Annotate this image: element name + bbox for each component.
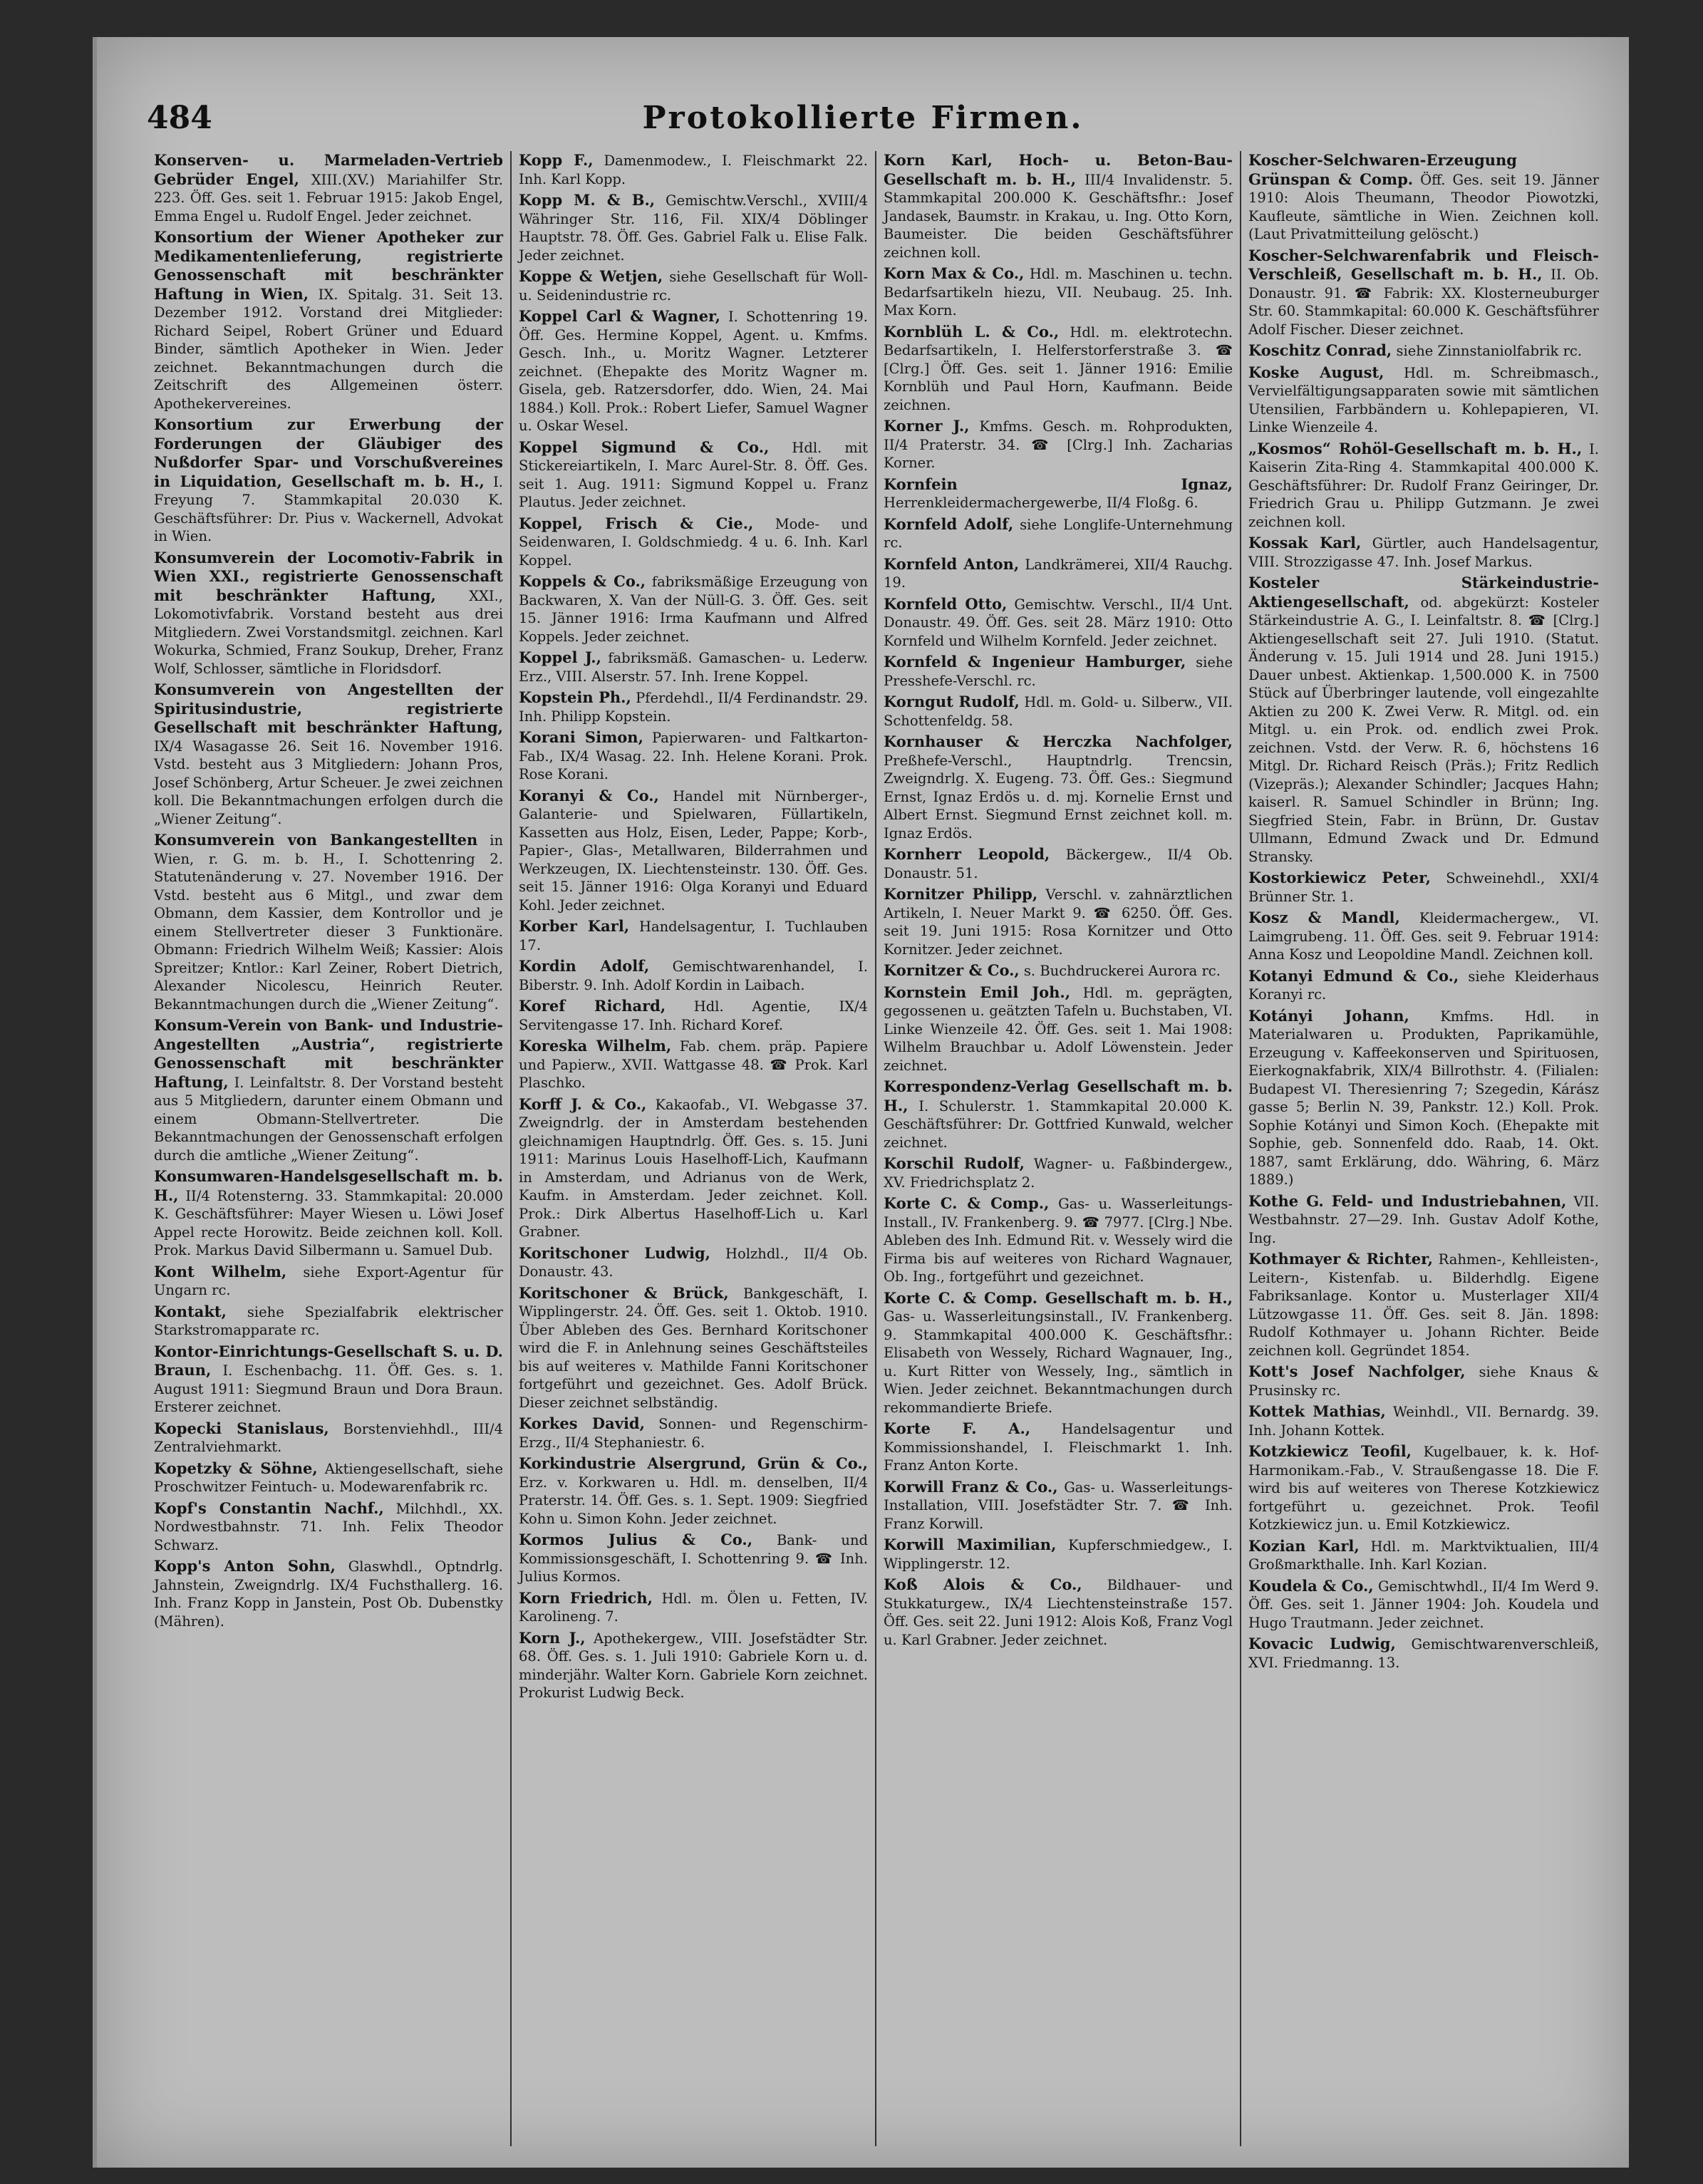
- firm-name: Konsumwaren-Handelsgesellschaft m. b. H.,: [154, 1167, 503, 1204]
- directory-entry: [1248, 909, 1599, 964]
- firm-name: Kornfein Ignaz,: [884, 475, 1233, 493]
- directory-entry: [519, 572, 868, 646]
- directory-entry: [884, 264, 1233, 320]
- firm-details: Gas- u. Wasserleitungsinstall., IV. Frankenberg. 9. Stammkapital 400.000 K. Geschäftsfhr.: Elisabeth von Wessely, Richard Wagnauer, Ing., u. Kurt Ritter von Wessely, Ing., sämtlich in Wien. Jeder zeichnet. Bekanntmachungen durch rekommandierte Briefe.: [884, 1308, 1233, 1416]
- firm-details: Damenmodew., I. Fleischmarkt 22. Inh. Karl Kopp.: [519, 152, 868, 187]
- firm-details: siehe Spezialfabrik elektrischer Starkstromapparate rc.: [154, 1303, 503, 1338]
- firm-name: Kornfeld Otto,: [884, 594, 1008, 613]
- firm-details: in Wien, r. G. m. b. H., I. Schottenring 2. Statutenänderung v. 27. November 1916. Der Vstd. besteht aus 6 Mitgl., und zwar dem Obmann, dem Kassier, dem Kontrollor und je einem Stellvertreter dieser 3 Funktionäre. Obmann: Friedrich Wilhelm Weiß; Kassier: Alois Spreitzer; Kntlor.: Karl Zeiner, Robert Dietrich, Alexander Nicolescu, Heinrich Reuter. Bekanntmachungen durch die „Wiener Zeitung“.: [154, 832, 503, 1013]
- firm-details: Gemischtw. Verschl., II/4 Unt. Donaustr. 49. Öff. Ges. seit 28. März 1910: Otto Kornfeld und Wilhelm Kornfeld. Jeder zeichnet.: [884, 596, 1233, 649]
- directory-entry: [519, 917, 868, 954]
- firm-name: Konsum-Verein von Bank- und Industrie-Angestellten „Austria“, registrierte Genossenschaft mit beschränkter Haftung,: [154, 1016, 503, 1091]
- directory-entry: [1248, 363, 1599, 437]
- directory-entry: [1248, 1537, 1599, 1574]
- directory-entry: [154, 1342, 503, 1417]
- firm-name: Koppel Sigmund & Co.,: [519, 438, 770, 456]
- firm-name: Kornhauser & Herczka Nachfolger,: [884, 733, 1233, 750]
- firm-name: Koppels & Co.,: [519, 572, 646, 590]
- directory-entry: [884, 1077, 1233, 1151]
- directory-entry: [884, 1289, 1233, 1417]
- firm-details: od. abgekürzt: Kosteler Stärkeindustrie A. G., I. Leinfaltstr. 8. ☎ [Clrg.] Aktiengesellschaft seit 27. Juli 1910. (Statut. Änderung v. 15. Juli 1914 und 28. Juni 1915.) Dauer unbest. Aktienkap. 1,500.000 K. in 7500 Stück auf Überbringer lautende, voll eingezahlte Aktien zu 200 K. Zwei Verw. R. Mitgl. od. ein Mitgl. u. ein Prok. od. endlich zwei Prok. zeichnen. Vstd. der Verw. R. 6, höchstens 16 Mitgl. Dr. Richard Reisch (Präs.); Fritz Redlich (Vizepräs.); Alexander Schindler; Jacques Hahn; kaiserl. R. Samuel Schindler in Brünn; Ing. Siegfried Stein, Fabr. in Brünn, Dr. Gustav Ullmann, Edmund Zwack und Dr. Edmund Stransky.: [1248, 594, 1600, 865]
- firm-details: I. Freyung 7. Stammkapital 20.030 K. Geschäftsführer: Dr. Pius v. Wackernell, Advokat in Wien.: [154, 473, 504, 544]
- firm-details: Kleidermachergew., VI. Laimgrubeng. 11. Öff. Ges. seit 9. Februar 1914: Anna Kosz und Leopoldine Mandl. Zeichnen koll.: [1248, 910, 1599, 963]
- firm-name: Koschitz Conrad,: [1248, 341, 1392, 359]
- firm-details: IX/4 Wasagasse 26. Seit 16. November 1916. Vstd. besteht aus 3 Mitgliedern: Johann Pros, Josef Schönberg, Artur Scheuer. Je zwei zeichnen koll. Die Bekanntmachungen erfolgen durch die „Wiener Zeitung“.: [154, 738, 503, 827]
- firm-name: Koranyi & Co.,: [519, 786, 659, 804]
- firm-details: Hdl. m. geprägten, gegossenen u. geätzten Tafeln u. Buchstaben, VI. Linke Wienzeile 42. Öff. Ges. seit 1. Mai 1908: Wilhelm Brauchbar u. Adolf Löwenstein. Jeder zeichnet.: [884, 984, 1233, 1074]
- firm-details: Milchhdl., XX. Nordwestbahnstr. 71. Inh. Felix Theodor Schwarz.: [154, 1500, 503, 1553]
- directory-entry: [884, 693, 1233, 730]
- directory-entry: [884, 1575, 1233, 1649]
- directory-entry: [154, 1499, 503, 1555]
- firm-name: Korkindustrie Alsergrund, Grün & Co.,: [519, 1454, 868, 1472]
- directory-entry: [1248, 1635, 1599, 1672]
- directory-entry: [1248, 574, 1599, 866]
- firm-details: Weinhdl., VII. Bernardg. 39. Inh. Johann Kottek.: [1248, 1404, 1599, 1439]
- firm-name: Kornblüh L. & Co.,: [884, 322, 1060, 341]
- directory-entry: [519, 438, 868, 512]
- firm-details: II. Ob. Donaustr. 91. ☎ Fabrik: XX. Klosterneuburger Str. 60. Stammkapital: 60.000 K. Geschäftsführer Adolf Fischer. Dieser zeichnet.: [1248, 266, 1599, 338]
- firm-details: XXI., Lokomotivfabrik. Vorstand besteht aus drei Mitgliedern. Zwei Vorstandsmitgl. zeichnen. Karl Wokurka, Schmied, Franz Soukup, Dreher, Franz Wolf, Schlosser, sämtliche in Floridsdorf.: [154, 587, 503, 677]
- firm-details: Bildhauer- und Stukkaturgew., IX/4 Liechtensteinstraße 157. Öff. Ges. seit 22. Juni 1912: Alois Koß, Franz Vogl u. Karl Grabner. Jeder zeichnet.: [884, 1577, 1233, 1648]
- directory-entry: [884, 555, 1233, 592]
- directory-entry: [154, 549, 503, 678]
- firm-details: I. Eschenbachg. 11. Öff. Ges. s. 1. August 1911: Siegmund Braun und Dora Braun. Ersterer zeichnet.: [154, 1362, 504, 1415]
- firm-name: Kornitzer & Co.,: [884, 961, 1020, 979]
- firm-details: Hdl. mit Stickereiartikeln, I. Marc Aurel-Str. 8. Öff. Ges. seit 1. Aug. 1911: Sigmund Koppel u. Franz Plautus. Jeder zeichnet.: [519, 439, 869, 510]
- firm-details: siehe Knaus & Prusinsky rc.: [1248, 1364, 1599, 1399]
- firm-name: Koudela & Co.,: [1248, 1576, 1374, 1595]
- directory-entry: [154, 680, 503, 828]
- firm-details: Herrenkleidermachergewerbe, II/4 Floßg. 6.: [884, 495, 1199, 511]
- directory-entry: [154, 1263, 503, 1300]
- firm-name: Kothe G. Feld- und Industriebahnen,: [1248, 1191, 1567, 1210]
- directory-entry: [519, 1454, 868, 1528]
- firm-name: Korte C. & Comp.,: [884, 1194, 1050, 1212]
- directory-entry: [1248, 1250, 1599, 1360]
- directory-entry: [884, 845, 1233, 882]
- firm-details: fabriksmäß. Gamaschen- u. Lederw. Erz., VIII. Alserstr. 57. Inh. Irene Koppel.: [519, 650, 868, 685]
- firm-name: Korrespondenz-Verlag Gesellschaft m. b. H.,: [884, 1077, 1233, 1114]
- firm-details: Sonnen- und Regenschirm-Erzg., II/4 Stephaniestr. 6.: [519, 1416, 868, 1451]
- directory-entry: [884, 733, 1233, 842]
- firm-name: Koscher-Selchwaren-Erzeugung Grünspan & Comp.: [1248, 151, 1517, 188]
- firm-name: Kotányi Johann,: [1248, 1006, 1409, 1025]
- firm-name: Kottek Mathias,: [1248, 1402, 1386, 1420]
- directory-entry: [884, 1419, 1233, 1475]
- firm-details: siehe Export-Agentur für Ungarn rc.: [154, 1263, 503, 1298]
- firm-details: Bank- und Kommissionsgeschäft, I. Schottenring 9. ☎ Inh. Julius Kormos.: [519, 1532, 868, 1585]
- directory-entry: [519, 787, 868, 915]
- directory-entry: [1248, 1192, 1599, 1248]
- firm-name: Kont Wilhelm,: [154, 1262, 287, 1280]
- firm-details: Hdl. m. elektrotechn. Bedarfsartikeln, I. Helferstorferstraße 3. ☎ [Clrg.] Öff. Ges. seit 1. Jänner 1916: Emilie Kornblüh und Paul Horn, Kaufmann. Beide zeichnen.: [884, 324, 1233, 413]
- firm-details: Papierwaren- und Faltkarton-Fab., IX/4 Wasag. 22. Inh. Helene Korani. Prok. Rose Korani.: [519, 730, 868, 782]
- firm-name: Korkes David,: [519, 1414, 645, 1432]
- firm-name: Kozian Karl,: [1248, 1536, 1360, 1555]
- directory-entry: [884, 515, 1233, 552]
- directory-entry: [884, 475, 1233, 512]
- firm-details: Bankgeschäft, I. Wipplingerstr. 24. Öff. Ges. seit 1. Oktob. 1910. Über Ableben des Ges. Bernhard Koritschoner wird die F. in Anlehnung seines Geschäftsteiles bis auf weiteres v. Mathilde Fanni Koritschoner fortgeführt und gezeichnet. Ges. Adolf Brück. Dieser zeichnet selbständig.: [519, 1285, 868, 1411]
- directory-entry: [519, 957, 868, 994]
- firm-name: Kornfeld & Ingenieur Hamburger,: [884, 653, 1186, 671]
- firm-name: Koske August,: [1248, 363, 1384, 381]
- firm-details: Gürtler, auch Handelsagentur, VIII. Strozzigasse 47. Inh. Josef Markus.: [1248, 535, 1600, 570]
- directory-entry: [154, 228, 503, 413]
- directory-entry: [519, 514, 868, 570]
- firm-details: siehe Presshefe-Verschl. rc.: [884, 654, 1233, 689]
- columns: [147, 151, 1608, 2146]
- firm-name: Korschil Rudolf,: [884, 1154, 1025, 1172]
- firm-name: Korngut Rudolf,: [884, 693, 1020, 710]
- directory-page: [93, 37, 1629, 2168]
- firm-details: Kakaofab., VI. Webgasse 37. Zweigndrlg. der in Amsterdam bestehenden gleichnamigen Hauptndrlg. Öff. Ges. s. 15. Juni 1911: Marinus Louis Haselhoff-Lich, Kaufmann in Amsterdam, und Adrianus von de Werk, Kaufm. in Amsterdam. Jeder zeichnet. Koll. Prok.: Dirk Albertus Haselhoff-Lich u. Karl Grabner.: [519, 1096, 868, 1240]
- firm-name: Koppel J.,: [519, 648, 601, 666]
- firm-name: Kornitzer Philipp,: [884, 885, 1038, 903]
- firm-name: Kornstein Emil Joh.,: [884, 983, 1071, 1001]
- firm-name: Kontor-Einrichtungs-Gesellschaft S. u. D. Braun,: [154, 1342, 503, 1379]
- directory-entry: [884, 151, 1233, 262]
- firm-name: „Kosmos“ Rohöl-Gesellschaft m. b. H.,: [1248, 439, 1583, 457]
- firm-name: Kott's Josef Nachfolger,: [1248, 1362, 1466, 1380]
- firm-details: Handelsagentur und Kommissionshandel, I. Fleischmarkt 1. Inh. Franz Anton Korte.: [884, 1421, 1233, 1474]
- firm-name: Konsumverein von Angestellten der Spiritusindustrie, registrierte Gesellschaft mit beschränkter Haftung,: [154, 680, 503, 736]
- firm-details: Glaswhdl., Optndrlg. Jahnstein, Zweigndrlg. IX/4 Fuchsthallerg. 16. Inh. Franz Kopp in Janstein, Post Ob. Dubenstky (Mähren).: [154, 1558, 503, 1630]
- firm-name: Kosteler Stärkeindustrie-Aktiengesellschaft,: [1248, 574, 1599, 611]
- firm-name: Koß Alois & Co.,: [884, 1575, 1082, 1593]
- firm-details: Kmfms. Gesch. m. Rohprodukten, II/4 Praterstr. 34. ☎ [Clrg.] Inh. Zacharias Korner.: [884, 418, 1233, 471]
- firm-details: Pferdehdl., II/4 Ferdinandstr. 29. Inh. Philipp Kopstein.: [519, 690, 868, 725]
- firm-details: Gemischtwhdl., II/4 Im Werd 9. Öff. Ges. seit 1. Jänner 1904: Joh. Koudela und Hugo Trautmann. Jeder zeichnet.: [1248, 1578, 1599, 1631]
- directory-entry: [519, 1629, 868, 1702]
- directory-entry: [1248, 1362, 1599, 1399]
- firm-name: Kornfeld Adolf,: [884, 514, 1014, 533]
- firm-name: Korn Max & Co.,: [884, 264, 1025, 282]
- directory-entry: [1248, 341, 1599, 361]
- directory-entry: [154, 1557, 503, 1630]
- firm-details: siehe Longlife-Unternehmung rc.: [884, 516, 1233, 551]
- directory-entry: [884, 1154, 1233, 1191]
- directory-entry: [519, 1284, 868, 1412]
- firm-name: Korn Karl, Hoch- u. Beton-Bau-Gesellschaft m. b. H.,: [884, 151, 1233, 188]
- directory-entry: [519, 151, 868, 188]
- directory-entry: [519, 1589, 868, 1626]
- firm-details: Gas- u. Wasserleitungs-Install., IV. Frankenberg. 9. ☎ 7977. [Clrg.] Nbe. Ableben des Inh. Edmund Rit. v. Wessely wird die Firma bis auf weiteres von Richard Wagnauer, Ob. Ing., fortgeführt und gezeichnet.: [884, 1196, 1233, 1285]
- firm-details: Wagner- u. Faßbindergew., XV. Friedrichsplatz 2.: [884, 1156, 1233, 1191]
- directory-entry: [519, 267, 868, 304]
- firm-name: Korff J. & Co.,: [519, 1094, 647, 1113]
- firm-name: Kontakt,: [154, 1302, 227, 1320]
- directory-entry: [519, 648, 868, 685]
- directory-entry: [884, 1536, 1233, 1573]
- firm-name: Kothmayer & Richter,: [1248, 1250, 1433, 1268]
- firm-details: I. Kaiserin Zita-Ring 4. Stammkapital 400.000 K. Geschäftsführer: Dr. Rudolf Franz Geiringer, Dr. Friedrich Grau u. Philipp Gutzmann. Je zwei zeichnen koll.: [1248, 440, 1599, 530]
- firm-details: I. Leinfaltstr. 8. Der Vorstand besteht aus 5 Mitgliedern, darunter einem Obmann und einem Obmann-Stellvertreter. Die Bekanntmachungen der Genossenschaft erfolgen durch die amtliche „Wiener Zeitung“.: [154, 1074, 503, 1164]
- firm-name: Kopstein Ph.,: [519, 688, 631, 706]
- firm-details: siehe Gesellschaft für Woll- u. Seidenindustrie rc.: [519, 269, 869, 304]
- directory-entry: [519, 688, 868, 725]
- directory-entry: [884, 961, 1233, 980]
- directory-entry: [519, 1414, 868, 1451]
- firm-details: Borstenviehhdl., III/4 Zentralviehmarkt.: [154, 1420, 503, 1455]
- firm-name: Korte C. & Comp. Gesellschaft m. b. H.,: [884, 1288, 1233, 1307]
- page-number: 484: [147, 100, 212, 136]
- directory-entry: [154, 1419, 503, 1456]
- firm-name: Korn J.,: [519, 1628, 586, 1647]
- firm-details: siehe Zinnstaniolfabrik rc.: [1396, 343, 1583, 359]
- firm-name: Kornfeld Anton,: [884, 554, 1020, 573]
- firm-details: Kmfms. Hdl. in Materialwaren u. Produkten, Paprikamühle, Erzeugung v. Kaffeekonserven und Spirituosen, Eierkognakfabrik, XIX/4 Billrothstr. 4. (Filialen: Budapest VI. Theresienring 7; Szegedin, Kárász gasse 5; Berlin N. 39, Pankstr. 12.) Koll. Prok. Sophie Kotányi und Simon Koch. (Ehepakte mit Sophie, geb. Sonnenfeld ddo. Raab, 14. Okt. 1887, samt Erklärung, ddo. Währing, 6. März 1889.): [1248, 1008, 1600, 1188]
- firm-details: Landkrämerei, XII/4 Rauchg. 19.: [884, 556, 1233, 591]
- directory-entry: [519, 1244, 868, 1281]
- firm-details: Erz. v. Korkwaren u. Hdl. m. denselben, II/4 Praterstr. 14. Öff. Ges. s. 1. Sept. 1909: Siegfried Kohn u. Simon Kohn. Jeder zeichnet.: [519, 1474, 868, 1527]
- firm-name: Kopetzky & Söhne,: [154, 1459, 318, 1477]
- directory-entry: [1248, 1577, 1599, 1632]
- directory-entry: [1248, 1402, 1599, 1439]
- firm-details: Hdl. Agentie, IX/4 Servitengasse 17. Inh. Richard Koref.: [519, 998, 869, 1033]
- firm-details: Holzhdl., II/4 Ob. Donaustr. 43.: [519, 1245, 868, 1280]
- firm-name: Konserven- u. Marmeladen-Vertrieb Gebrüder Engel,: [154, 151, 503, 188]
- directory-entry: [519, 1095, 868, 1241]
- directory-entry: [519, 728, 868, 784]
- directory-entry: [154, 151, 503, 225]
- directory-entry: [884, 885, 1233, 958]
- column-2: [512, 151, 876, 2146]
- column-1: [147, 151, 512, 2146]
- firm-name: Kovacic Ludwig,: [1248, 1635, 1396, 1652]
- running-head: Protokollierte Firmen.: [642, 100, 1084, 136]
- firm-name: Konsortium zur Erwerbung der Forderungen der Gläubiger des Nußdorfer Spar- und Vorschußvereines in Liquidation, Gesellschaft m. b. H.,: [154, 415, 503, 490]
- firm-details: I. Schulerstr. 1. Stammkapital 20.000 K. Geschäftsführer: Dr. Gottfried Kunwald, welcher zeichnet.: [884, 1097, 1233, 1151]
- directory-entry: [154, 1016, 503, 1164]
- firm-name: Koppe & Wetjen,: [519, 267, 663, 285]
- firm-name: Korn Friedrich,: [519, 1588, 653, 1607]
- directory-entry: [1248, 869, 1599, 906]
- firm-name: Koppel Carl & Wagner,: [519, 307, 720, 325]
- firm-name: Kotanyi Edmund & Co.,: [1248, 966, 1459, 985]
- firm-details: II/4 Rotensterng. 33. Stammkapital: 20.000 K. Geschäftsführer: Mayer Wiesen u. Löwi Josef Appel recte Horowitz. Beide zeichnen koll. Koll. Prok. Markus David Silbermann u. Samuel Dub.: [154, 1187, 503, 1258]
- directory-entry: [154, 1167, 503, 1260]
- firm-name: Kotzkiewicz Teofil,: [1248, 1442, 1412, 1460]
- firm-name: Korwill Maximilian,: [884, 1536, 1057, 1553]
- firm-details: XIII.(XV.) Mariahilfer Str. 223. Öff. Ges. seit 1. Februar 1915: Jakob Engel, Emma Engel u. Rudolf Engel. Jeder zeichnet.: [154, 171, 503, 224]
- firm-name: Kosz & Mandl,: [1248, 909, 1400, 926]
- directory-entry: [1248, 247, 1599, 339]
- firm-details: Kupferschmiedgew., I. Wipplingerstr. 12.: [884, 1537, 1233, 1572]
- firm-details: Hdl. m. Maschinen u. techn. Bedarfsartikeln hiezu, VII. Neubaug. 25. Inh. Max Korn.: [884, 266, 1233, 319]
- firm-name: Kopecki Stanislaus,: [154, 1419, 329, 1437]
- firm-details: Gemischtw.Verschl., XVIII/4 Währinger Str. 116, Fil. XIX/4 Döblinger Hauptstr. 78. Öff. Ges. Gabriel Falk u. Elise Falk. Jeder zeichnet.: [519, 192, 868, 264]
- firm-name: Korber Karl,: [519, 917, 630, 935]
- firm-name: Koppel, Frisch & Cie.,: [519, 514, 754, 532]
- firm-name: Konsumverein der Locomotiv-Fabrik in Wien XXI., registrierte Genossenschaft mit beschränkter Haftung,: [154, 548, 503, 604]
- column-3: [876, 151, 1241, 2146]
- firm-details: Hdl. m. Gold- u. Silberw., VII. Schottenfeldg. 58.: [884, 694, 1233, 729]
- firm-name: Koscher-Selchwarenfabrik und Fleisch-Verschleiß, Gesellschaft m. b. H.,: [1248, 246, 1599, 283]
- directory-entry: [884, 1194, 1233, 1286]
- firm-name: Kopp F.,: [519, 151, 594, 169]
- firm-details: Schweinehdl., XXI/4 Brünner Str. 1.: [1248, 870, 1599, 905]
- directory-entry: [519, 307, 868, 435]
- directory-entry: [154, 1303, 503, 1340]
- directory-entry: [884, 417, 1233, 472]
- directory-entry: [1248, 151, 1599, 244]
- firm-details: s. Buchdruckerei Aurora rc.: [1023, 963, 1221, 979]
- firm-name: Korwill Franz & Co.,: [884, 1477, 1058, 1496]
- directory-entry: [1248, 967, 1599, 1004]
- directory-entry: [154, 415, 503, 546]
- directory-entry: [1248, 440, 1599, 532]
- firm-name: Koritschoner Ludwig,: [519, 1243, 710, 1262]
- firm-name: Kopp's Anton Sohn,: [154, 1557, 336, 1575]
- column-4: [1241, 151, 1606, 2146]
- firm-details: I. Schottenring 19. Öff. Ges. Hermine Koppel, Agent. u. Kmfms. Gesch. Inh., u. Moritz Wagner. Letzterer zeichnet. (Ehepakte des Moritz Wagner m. Gisela, geb. Ratzersdorfer, ddo. Wien, 24. Mai 1884.) Koll. Prok.: Robert Liefer, Samuel Wagner u. Oskar Wesel.: [519, 309, 868, 434]
- firm-details: IX. Spitalg. 31. Seit 13. Dezember 1912. Vorstand drei Mitglieder: Richard Seipel, Robert Grüner und Eduard Binder, sämtlich Apotheker in Wien. Jeder zeichnet. Bekanntmachungen durch die Zeitschrift des Allgemeinen österr. Apothekervereines.: [154, 286, 504, 412]
- firm-name: Kornherr Leopold,: [884, 845, 1050, 863]
- firm-name: Koreska Wilhelm,: [519, 1037, 672, 1055]
- firm-name: Konsortium der Wiener Apotheker zur Medikamentenlieferung, registrierte Genossenschaft mit beschränkter Haftung in Wien,: [154, 228, 503, 303]
- directory-entry: [154, 1459, 503, 1496]
- firm-details: Gemischtwarenverschleiß, XVI. Friedmanng. 13.: [1248, 1636, 1599, 1671]
- firm-details: Bäckergew., II/4 Ob. Donaustr. 51.: [884, 847, 1233, 881]
- firm-details: Aktiengesellschaft, siehe Proschwitzer Feintuch- u. Modewarenfabrik rc.: [154, 1460, 504, 1495]
- directory-entry: [1248, 1007, 1599, 1189]
- directory-entry: [519, 1531, 868, 1586]
- firm-details: Handel mit Nürnberger-, Galanterie- und Spielwaren, Füllartikeln, Kassetten aus Holz, Eisen, Leder, Pappe; Korb-, Papier-, Glas-, Metallwaren, Bilderrahmen und Werkzeugen, IX. Liechtensteinstr. 130. Öff. Ges. seit 15. Jänner 1916: Olga Koranyi und Eduard Kohl. Jeder zeichnet.: [519, 787, 868, 914]
- firm-name: Kopp M. & B.,: [519, 191, 656, 209]
- directory-entry: [884, 323, 1233, 415]
- directory-entry: [1248, 534, 1599, 571]
- firm-name: Kostorkiewicz Peter,: [1248, 869, 1431, 886]
- directory-entry: [519, 191, 868, 264]
- firm-details: Fab. chem. präp. Papiere und Papierw., XVII. Wattgasse 48. ☎ Prok. Karl Plaschko.: [519, 1038, 868, 1091]
- directory-entry: [884, 595, 1233, 651]
- directory-entry: [1248, 1442, 1599, 1534]
- firm-name: Kormos Julius & Co.,: [519, 1531, 753, 1548]
- firm-details: Verschl. v. zahnärztlichen Artikeln, I. Neuer Markt 9. ☎ 6250. Öff. Ges. seit 19. Juni 1915: Rosa Kornitzer und Otto Kornitzer. Jeder zeichnet.: [884, 886, 1233, 958]
- firm-name: Korner J.,: [884, 417, 970, 435]
- firm-name: Korani Simon,: [519, 728, 643, 746]
- firm-details: Gemischtwarenhandel, I. Biberstr. 9. Inh. Adolf Kordin in Laibach.: [519, 958, 868, 993]
- firm-details: Öff. Ges. seit 19. Jänner 1910: Alois Theumann, Theodor Piowotzki, Kaufleute, sämtliche in Wien. Zeichnen koll. (Laut Privatmitteilung gelöscht.): [1248, 171, 1600, 242]
- firm-name: Konsumverein von Bankangestellten: [154, 831, 478, 849]
- firm-name: Koref Richard,: [519, 997, 666, 1015]
- firm-details: Hdl. m. Schreibmasch., Vervielfältigungsapparaten sowie mit sämtlichen Utensilien, Farbbändern u. Kohlepapieren, VI. Linke Wienzeile 4.: [1248, 364, 1599, 435]
- firm-name: Kordin Adolf,: [519, 957, 650, 975]
- firm-name: Korte F. A.,: [884, 1419, 1031, 1437]
- directory-entry: [519, 1037, 868, 1092]
- firm-details: Mode- und Seidenwaren, I. Goldschmiedg. 4 u. 6. Inh. Karl Koppel.: [519, 515, 869, 569]
- firm-details: Apothekergew., VIII. Josefstädter Str. 68. Öff. Ges. s. 1. Juli 1910: Gabriele Korn u. d. minderjähr. Walter Korn. Gabriele Korn zeichnet. Prokurist Ludwig Beck.: [519, 1630, 868, 1701]
- firm-details: VII. Westbahnstr. 27—29. Inh. Gustav Adolf Kothe, Ing.: [1248, 1193, 1600, 1246]
- firm-details: Hdl. m. Ölen u. Fetten, IV. Karolineng. 7.: [519, 1590, 868, 1625]
- firm-name: Koritschoner & Brück,: [519, 1283, 729, 1302]
- firm-name: Kopf's Constantin Nachf.,: [154, 1499, 384, 1517]
- directory-entry: [884, 983, 1233, 1075]
- firm-details: siehe Kleiderhaus Koranyi rc.: [1248, 968, 1599, 1003]
- firm-details: Preßhefe-Verschl., Hauptndrlg. Trencsin, Zweigndrlg. X. Eugeng. 73. Öff. Ges.: Siegmund Ernst, Ignaz Erdös u. d. mj. Kornelie Ernst und Albert Ernst. Siegmund Ernst zeichnet koll. m. Ignaz Erdös.: [884, 752, 1233, 842]
- directory-entry: [154, 831, 503, 1013]
- directory-entry: [519, 997, 868, 1034]
- directory-entry: [884, 1478, 1233, 1533]
- firm-details: Rahmen-, Kehlleisten-, Leitern-, Kistenfab. u. Bilderhdlg. Eigene Fabriksanlage. Kontor u. Musterlager XII/4 Lützowgasse 11. Öff. Ges. seit 8. Jän. 1898: Rudolf Kothmayer u. Johann Richter. Beide zeichnen koll. Gegründet 1854.: [1248, 1251, 1599, 1359]
- firm-details: Kugelbauer, k. k. Hof-Harmonikam.-Fab., V. Straußengasse 18. Die F. wird bis auf weiteres von Therese Kotzkiewicz fortgeführt u. gezeichnet. Prok. Teofil Kotzkiewicz jun. u. Emil Kotzkiewicz.: [1248, 1444, 1600, 1533]
- directory-entry: [884, 653, 1233, 690]
- firm-details: Hdl. m. Marktviktualien, III/4 Großmarkthalle. Inh. Karl Kozian.: [1248, 1538, 1599, 1573]
- firm-name: Kossak Karl,: [1248, 534, 1362, 552]
- firm-details: Gas- u. Wasserleitungs-Installation, VIII. Josefstädter Str. 7. ☎ Inh. Franz Korwill.: [884, 1479, 1233, 1532]
- firm-details: fabriksmäßige Erzeugung von Backwaren, X. Van der Nüll-G. 3. Öff. Ges. seit 15. Jänner 1916: Irma Kaufmann und Alfred Koppels. Jeder zeichnet.: [519, 574, 868, 645]
- firm-details: III/4 Invalidenstr. 5. Stammkapital 200.000 K. Geschäftsfhr.: Josef Jandasek, Baumstr. in Krakau, u. Ing. Otto Korn, Baumeister. Die beiden Geschäftsführer zeichnen koll.: [884, 171, 1233, 261]
- page-header: [97, 100, 1629, 150]
- firm-details: Handelsagentur, I. Tuchlauben 17.: [519, 918, 868, 953]
